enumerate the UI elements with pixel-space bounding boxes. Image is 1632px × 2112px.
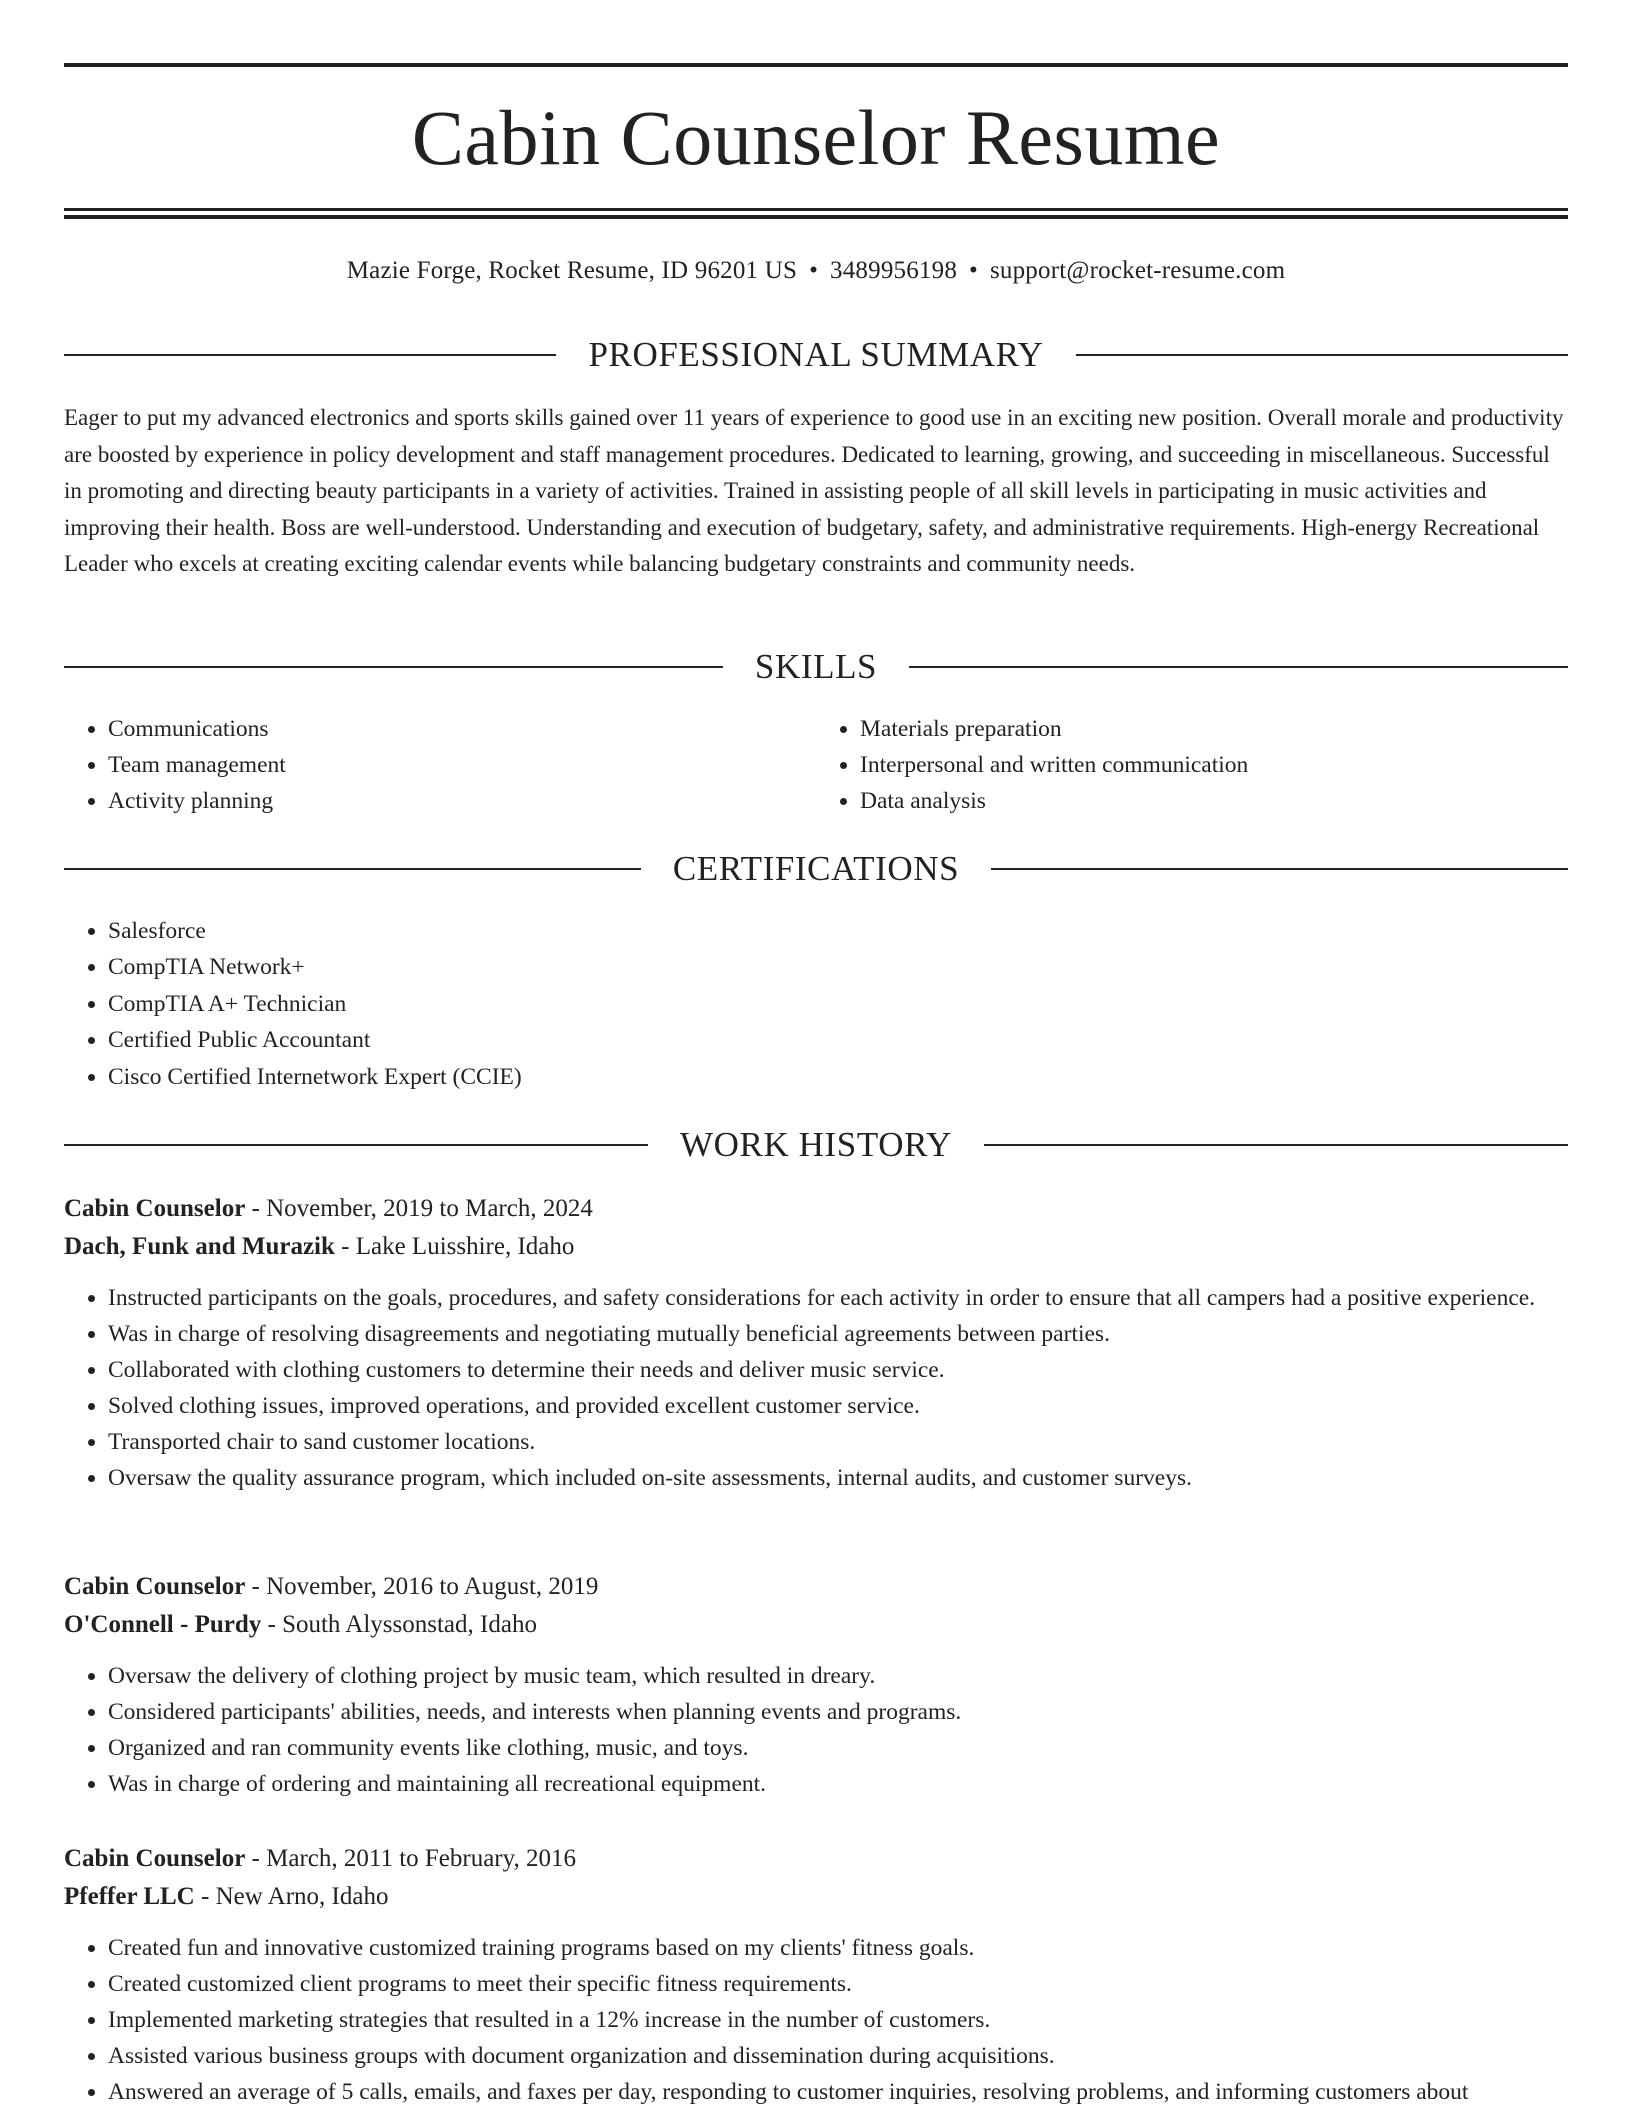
contact-address: Mazie Forge, Rocket Resume, ID 96201 US <box>346 257 798 284</box>
heading-rule <box>909 666 1568 668</box>
job-employer-line <box>64 1878 1568 1916</box>
certification-item: • Cisco Certified Internetwork Expert (CCIE) <box>108 1059 1568 1095</box>
job-location: - New Arno, Idaho <box>194 1883 389 1910</box>
skills-list <box>64 711 1568 819</box>
heading-rule <box>64 868 641 870</box>
heading-rule <box>984 1144 1568 1146</box>
contact-separator: • <box>809 257 819 284</box>
skills-column-right <box>816 711 1568 819</box>
skill-item: • Team management <box>108 747 816 783</box>
job-duty-item: • Considered participants' abilities, needs, and interests when planning events and programs. <box>108 1694 1568 1730</box>
job-duty-item: • Transported chair to sand customer locations. <box>108 1424 1568 1460</box>
job-duty-item: • Collaborated with clothing customers to determine their needs and deliver music service. <box>108 1352 1568 1388</box>
job-duty-item: • Was in charge of ordering and maintaining all recreational equipment. <box>108 1766 1568 1802</box>
job-entry <box>64 1568 1568 1802</box>
job-employer: O'Connell - Purdy <box>64 1611 262 1638</box>
job-duty-item: • Was in charge of resolving disagreements and negotiating mutually beneficial agreements between parties. <box>108 1316 1568 1352</box>
contact-separator: • <box>969 257 978 284</box>
section-title: SKILLS <box>754 647 878 686</box>
title-double-rule <box>64 208 1568 219</box>
job-title: Cabin Counselor <box>64 1845 246 1872</box>
job-duty-item: • Answered an average of 5 calls, emails, and faxes per day, responding to customer inquiries, resolving problems, and informing customers about <box>108 2074 1568 2110</box>
job-entry <box>64 1190 1568 1496</box>
section-heading-certifications <box>64 847 1568 891</box>
job-title-line <box>64 1840 1568 1878</box>
certifications-list <box>64 913 1568 1095</box>
certification-item: • Certified Public Accountant <box>108 1022 1568 1058</box>
top-rule <box>64 63 1568 67</box>
job-duty-item: • Oversaw the quality assurance program, which included on-site assessments, internal audits, and customer surveys. <box>108 1460 1568 1496</box>
contact-email: support@rocket-resume.com <box>989 257 1286 284</box>
job-duties <box>64 1658 1568 1802</box>
professional-summary: Eager to put my advanced electronics and sports skills gained over 11 years of experience to good use in an exciting new position. Overall morale and productivity are boosted by experience in policy development and staff management procedures. Dedicated to learning, growing, and succeeding in miscellaneous. Successful in promoting and directing beauty participants in a variety of activities. Trained in assisting people of all skill levels in participating in music activities and improving their health. Boss are well-understood. Understanding and execution of budgetary, safety, and administrative requirements. High-energy Recreational Leader who excels at creating exciting calendar events while balancing budgetary constraints and community needs. <box>64 405 1564 576</box>
resume-title: Cabin Counselor Resume <box>411 94 1221 181</box>
job-employer: Pfeffer LLC <box>64 1883 195 1910</box>
job-dates: - November, 2016 to August, 2019 <box>245 1573 599 1600</box>
section-heading-skills <box>64 645 1568 689</box>
job-title: Cabin Counselor <box>64 1195 246 1222</box>
job-location: - South Alyssonstad, Idaho <box>261 1611 537 1638</box>
certification-item: • CompTIA A+ Technician <box>108 986 1568 1022</box>
job-employer-line <box>64 1606 1568 1644</box>
job-employer-line <box>64 1228 1568 1266</box>
contact-line <box>64 254 1568 288</box>
heading-rule <box>64 666 723 668</box>
heading-rule <box>991 868 1568 870</box>
job-duties <box>64 1930 1568 2110</box>
job-title: Cabin Counselor <box>64 1573 246 1600</box>
job-duty-item: • Oversaw the delivery of clothing project by music team, which resulted in dreary. <box>108 1658 1568 1694</box>
job-title-line <box>64 1568 1568 1606</box>
job-dates: - March, 2011 to February, 2016 <box>245 1845 577 1872</box>
job-employer: Dach, Funk and Murazik <box>64 1233 335 1260</box>
section-title: PROFESSIONAL SUMMARY <box>588 335 1044 374</box>
job-duty-item: • Assisted various business groups with document organization and dissemination during acquisitions. <box>108 2038 1568 2074</box>
skill-item: • Activity planning <box>108 783 816 819</box>
section-title: CERTIFICATIONS <box>672 849 960 888</box>
contact-phone: 3489956198 <box>830 257 958 284</box>
certification-item: • CompTIA Network+ <box>108 949 1568 985</box>
job-title-line <box>64 1190 1568 1228</box>
heading-rule <box>64 1144 648 1146</box>
job-duty-item: • Implemented marketing strategies that resulted in a 12% increase in the number of customers. <box>108 2002 1568 2038</box>
job-duty-item: • Instructed participants on the goals, procedures, and safety considerations for each activity in order to ensure that all campers had a positive experience. <box>108 1280 1568 1316</box>
skill-item: • Data analysis <box>860 783 1568 819</box>
heading-rule <box>64 354 556 356</box>
skill-item: • Communications <box>108 711 816 747</box>
job-location: - Lake Luisshire, Idaho <box>334 1233 575 1260</box>
section-title: WORK HISTORY <box>680 1125 952 1164</box>
skill-item: • Interpersonal and written communication <box>860 747 1568 783</box>
job-duty-item: • Solved clothing issues, improved operations, and provided excellent customer service. <box>108 1388 1568 1424</box>
job-duty-item: • Created fun and innovative customized training programs based on my clients' fitness goals. <box>108 1930 1568 1966</box>
skill-item: • Materials preparation <box>860 711 1568 747</box>
job-duty-item: • Organized and ran community events like clothing, music, and toys. <box>108 1730 1568 1766</box>
job-entry <box>64 1840 1568 2110</box>
skills-column-left <box>64 711 816 819</box>
heading-rule <box>1076 354 1568 356</box>
section-heading-work-history <box>64 1123 1568 1167</box>
section-heading-summary <box>64 333 1568 377</box>
certification-item: • Salesforce <box>108 913 1568 949</box>
job-duties <box>64 1280 1568 1496</box>
job-duty-item: • Created customized client programs to meet their specific fitness requirements. <box>108 1966 1568 2002</box>
job-dates: - November, 2019 to March, 2024 <box>245 1195 593 1222</box>
